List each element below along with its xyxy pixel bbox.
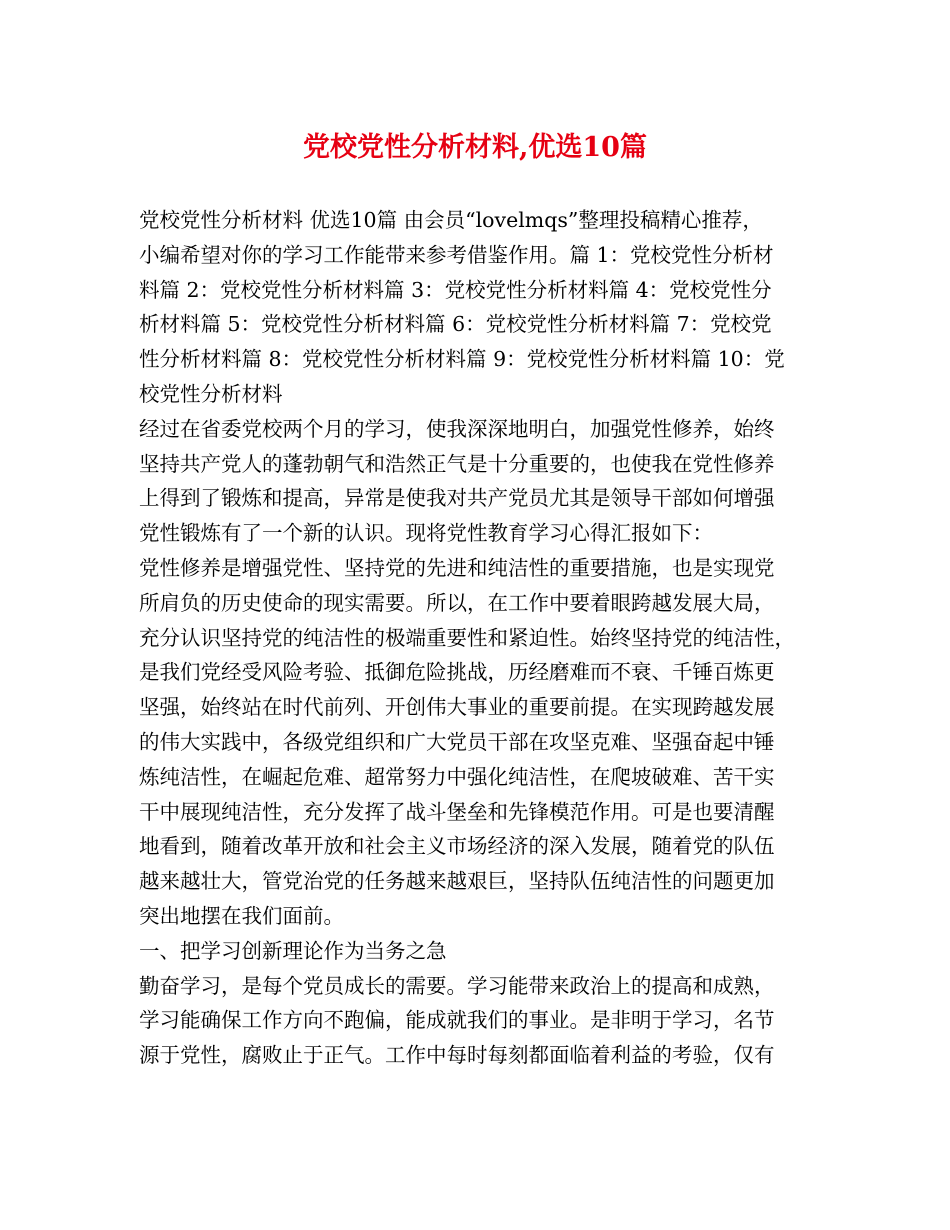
text-line: 地看到，随着改革开放和社会主义市场经济的深入发展，随着党的队伍 [139,834,775,859]
text-line: 料篇 2：党校党性分析材料篇 3：党校党性分析材料篇 4：党校党性分 [139,277,772,302]
text-line: 炼纯洁性，在崛起危难、超常努力中强化纯洁性，在爬坡破难、苦干实 [139,764,775,789]
text-line: 干中展现纯洁性，充分发挥了战斗堡垒和先锋模范作用。可是也要清醒 [139,799,775,824]
text-line: 校党性分析材料 [139,381,283,406]
paragraph-party-cultivation [139,551,819,934]
text-line: 的伟大实践中，各级党组织和广大党员干部在攻坚克难、坚强奋起中锤 [139,729,775,754]
text-line: 突出地摆在我们面前。 [139,903,344,928]
text-line: 经过在省委党校两个月的学习，使我深深地明白，加强党性修养，始终 [139,416,775,441]
section-heading [139,934,819,969]
document-body [139,203,819,1073]
paragraph-study-summary [139,412,819,551]
paragraph-intro [139,203,819,412]
text-line: 党校党性分析材料 优选10篇 由会员“lovelmqs”整理投稿精心推荐， [139,208,763,232]
paragraph-diligent-study [139,969,819,1073]
text-line: 所肩负的历史使命的现实需要。所以，在工作中要着眼跨越发展大局， [139,590,775,615]
text-line: 党性锻炼有了一个新的认识。现将党性教育学习心得汇报如下： [139,521,713,546]
text-line: 坚强，始终站在时代前列、开创伟大事业的重要前提。在实现跨越发展 [139,695,775,720]
text-line: 党性修养是增强党性、坚持党的先进和纯洁性的重要措施，也是实现党 [139,555,775,580]
document-title: 党校党性分析材料,优选10篇 [303,132,647,163]
text-line: 越来越壮大，管党治党的任务越来越艰巨，坚持队伍纯洁性的问题更加 [139,869,775,894]
text-line: 源于党性，腐败止于正气。工作中每时每刻都面临着利益的考验，仅有 [139,1043,775,1068]
section-heading-text: 一、把学习创新理论作为当务之急 [139,938,447,963]
text-line: 上得到了锻炼和提高，异常是使我对共产党员尤其是领导干部如何增强 [139,486,775,511]
text-line: 勤奋学习，是每个党员成长的需要。学习能带来政治上的提高和成熟， [139,973,775,998]
text-line: 性分析材料篇 8：党校党性分析材料篇 9：党校党性分析材料篇 10：党 [139,347,785,372]
text-line: 坚持共产党人的蓬勃朝气和浩然正气是十分重要的，也使我在党性修养 [139,451,775,476]
text-line: 析材料篇 5：党校党性分析材料篇 6：党校党性分析材料篇 7：党校党 [139,312,772,337]
text-line: 充分认识坚持党的纯洁性的极端重要性和紧迫性。始终坚持党的纯洁性， [139,625,795,650]
text-line: 学习能确保工作方向不跑偏，能成就我们的事业。是非明于学习，名节 [139,1008,775,1033]
text-line: 是我们党经受风险考验、抵御危险挑战，历经磨难而不衰、千锤百炼更 [139,660,775,685]
text-line: 小编希望对你的学习工作能带来参考借鉴作用。篇 1：党校党性分析材 [139,242,774,267]
